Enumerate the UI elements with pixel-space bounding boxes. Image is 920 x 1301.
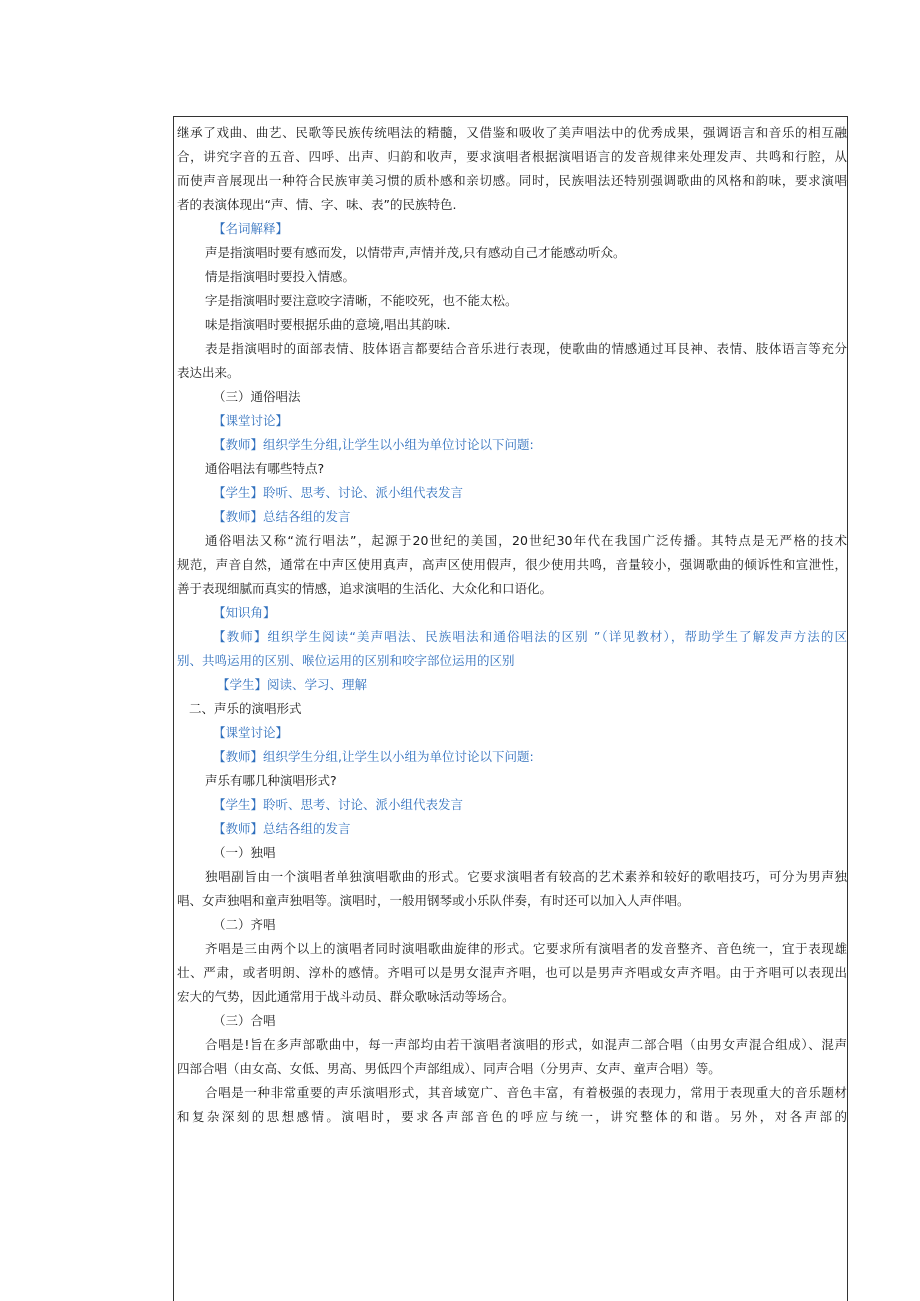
- text-line: （二）齐唱: [213, 917, 276, 932]
- text-line: 合唱是一种非常重要的声乐演唱形式，其音域宽广、音色丰富，有着极强的表现力，常用于表现重大的音乐题材: [205, 1085, 847, 1100]
- text-line: 独唱副旨由一个演唱者单独演唱歌曲的形式。它要求演唱者有较高的艺术素养和较好的歌唱技巧，可分为男声独: [205, 869, 847, 884]
- text-line: 者的表演体现出“声、情、字、味、表”的民族特色.: [177, 197, 457, 212]
- text-line: 四部合唱（由女高、女低、男高、男低四个声部组成）、同声合唱（分男声、女声、童声合唱）等。: [177, 1061, 721, 1076]
- text-line: 合唱是!旨在多声部歌曲中，每一声部均由若干演唱者演唱的形式，如混声二部合唱（由男女声混合组成）、混声: [205, 1037, 847, 1052]
- text-line: 和复杂深刻的思想感情。演唱时，要求各声部音色的呼应与统一，讲究整体的和谐。另外，对各声部的: [177, 1109, 847, 1124]
- text-line: （三）通俗唱法: [213, 389, 301, 404]
- text-line: 宏大的气势，因此通常用于战斗动员、群众歌咏活动等场合。: [177, 989, 515, 1004]
- text-line: 表是指演唱时的面部表情、肢体语言都要结合音乐进行表现，使歌曲的情感通过耳艮神、表情、肢体语言等充分: [205, 341, 847, 356]
- text-line: 齐唱是三由两个以上的演唱者同时演唱歌曲旋律的形式。它要求所有演唱者的发音整齐、音色统一，宜于表现雄: [205, 941, 847, 956]
- text-line: 而使声音展现出一种符合民族审美习惯的质朴感和亲切感。同时，民族唱法还特别强调歌曲的风格和韵味，要求演唱: [177, 173, 847, 188]
- text-line: 字是指演唱时要注意咬字清晰，不能咬死，也不能太松。: [205, 293, 518, 308]
- text-line: 唱、女声独唱和童声独唱等。演唱时，一般用钢琴或小乐队伴奏，有时还可以加入人声伴唱。: [177, 893, 690, 908]
- text-line: 【课堂讨论】: [213, 725, 289, 740]
- text-line: 规范，声音自然，通常在中声区使用真声，高声区使用假声，很少使用共鸣，音量较小，强调歌曲的倾诉性和宣泄性，: [177, 557, 847, 572]
- text-line: 继承了戏曲、曲艺、民歌等民族传统唱法的精髓，又借鉴和吸收了美声唱法中的优秀成果，强调语言和音乐的相互融: [177, 125, 847, 140]
- text-line: 别、共鸣运用的区别、喉位运用的区别和咬字部位运用的区别: [177, 653, 515, 668]
- text-line: 【课堂讨论】: [213, 413, 289, 428]
- text-line: 声是指演唱时要有感而发，以情带声,声情并茂,只有感动自己才能感动听众。: [205, 245, 626, 260]
- text-line: 通俗唱法有哪些特点?: [205, 461, 325, 476]
- text-line: 表达出来。: [177, 365, 240, 380]
- text-line: 【知识角】: [213, 605, 276, 620]
- text-line: 二、声乐的演唱形式: [189, 701, 302, 716]
- text-line: 【教师】组织学生分组,让学生以小组为单位讨论以下问题:: [213, 749, 534, 764]
- text-line: 【学生】聆听、思考、讨论、派小组代表发言: [213, 797, 464, 812]
- text-line: 【教师】总结各组的发言: [213, 509, 351, 524]
- text-line: 【学生】聆听、思考、讨论、派小组代表发言: [213, 485, 464, 500]
- text-line: 壮、严肃，或者明朗、淳朴的感情。齐唱可以是男女混声齐唱，也可以是男声齐唱或女声齐唱。由于齐唱可以表现出: [177, 965, 847, 980]
- document-body: [177, 121, 847, 1129]
- text-line: 【学生】阅读、学习、理解: [217, 677, 368, 692]
- text-line: （三）合唱: [213, 1013, 276, 1028]
- text-line: 【教师】组织学生阅读“美声唱法、民族唱法和通俗唱法的区别 ”（详见教材），帮助学生了解发声方法的区: [213, 629, 847, 644]
- text-line: 善于表现细腻而真实的情感，追求演唱的生活化、大众化和口语化。: [177, 581, 553, 596]
- text-line: 味是指演唱时要根据乐曲的意境,唱出其韵味.: [205, 317, 451, 332]
- text-line: 通俗唱法又称“流行唱法”，起源于20世纪的美国，20世纪30年代在我国广泛传播。其特点是无严格的技术: [205, 533, 847, 548]
- text-line: 【教师】组织学生分组,让学生以小组为单位讨论以下问题:: [213, 437, 534, 452]
- text-line: （一）独唱: [213, 845, 276, 860]
- text-line: 【名词解释】: [213, 221, 289, 236]
- text-line: 情是指演唱时要投入情感。: [205, 269, 356, 284]
- text-line: 声乐有哪几种演唱形式?: [205, 773, 337, 788]
- text-line: 【教师】总结各组的发言: [213, 821, 351, 836]
- text-line: 合，讲究字音的五音、四呼、出声、归韵和收声，要求演唱者根据演唱语言的发音规律来处理发声、共鸣和行腔，从: [177, 149, 847, 164]
